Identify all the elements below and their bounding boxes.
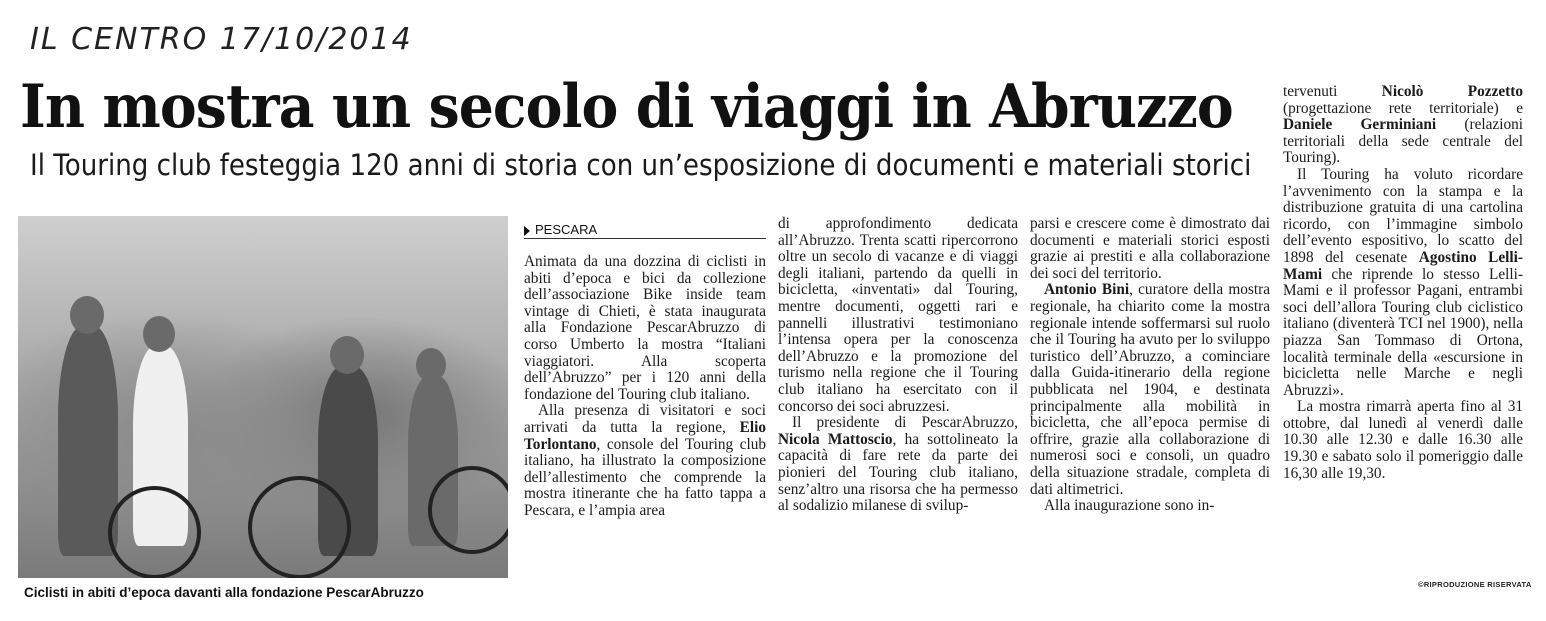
paragraph xyxy=(1030,282,1270,498)
dateline-text: PESCARA xyxy=(535,222,598,237)
dateline-rule xyxy=(524,238,766,239)
person-name: Antonio Bini xyxy=(1044,281,1130,299)
text: , console del Touring club italiano, ha illustrato la composizione dell’allestimento che comprende la mostra itinerante che ha fatto tappa a Pescara, e l’ampia area xyxy=(524,435,766,519)
paragraph xyxy=(778,415,1018,515)
photo-caption: Ciclisti in abiti d’epoca davanti alla fondazione PescarAbruzzo xyxy=(24,585,424,600)
person-name: Daniele Germiniani xyxy=(1283,116,1437,134)
paragraph: La mostra rimarrà aperta fino al 31 ottobre, dal lunedì al venerdì dalle 10.30 alle 12.30 e dalle 16.30 alle 19.30 e sabato solo il pomeriggio dalle 16,30 alle 19,30. xyxy=(1283,398,1523,482)
article-photo xyxy=(18,216,508,578)
article-column-2 xyxy=(778,216,1018,515)
article-column-1 xyxy=(524,254,766,520)
handwritten-source-note: IL CENTRO 17/10/2014 xyxy=(30,22,413,57)
text: Il presidente di PescarAbruzzo, xyxy=(792,414,1018,432)
text: (progettazione rete territoriale) e xyxy=(1283,99,1523,117)
paragraph xyxy=(1283,84,1523,167)
dateline xyxy=(524,222,597,237)
person-name: Nicola Mattoscio xyxy=(778,430,893,448)
person-name: Nicolò Pozzetto xyxy=(1381,83,1524,100)
text: che riprende lo stesso Lelli-Mami e il professor Pagani, entrambi soci dell’allora Touring club ciclistico italiano (diventerà TCI nel 1900), nella piazza San Tommaso di Ortona, località terminale della «escursione in bicicletta nelle Marche e negli Abruzzi». xyxy=(1283,265,1523,399)
article-headline: In mostra un secolo di viaggi in Abruzzo xyxy=(20,72,1233,142)
text: , ha sottolineato la capacità di fare rete da parte dei pionieri del Touring club italiano, senz’altro una risorsa che ha permesso al sodalizio milanese di svilup- xyxy=(778,430,1018,515)
article-subtitle: Il Touring club festeggia 120 anni di storia con un’esposizione di documenti e materiali storici xyxy=(30,148,1252,182)
text: Il Touring ha voluto ricordare l’avvenimento con la stampa e la distribuzione gratuita di una cartolina ricordo, con l’immagine simbolo dell’evento espositivo, lo scatto del 1898 del cesenate xyxy=(1283,165,1523,266)
text: Alla presenza di visitatori e soci arrivati da tutta la regione, xyxy=(524,402,766,436)
person-name: Elio Torlontano xyxy=(524,418,766,453)
paragraph: Animata da una dozzina di ciclisti in abiti d’epoca e bici da collezione dell’associazione Bike inside team vintage di Chieti, è stata inaugurata alla Fondazione PescarAbruzzo di corso Umberto la mostra “Italiani viaggiatori. Alla scoperta dell’Abruzzo” per i 120 anni della fondazione del Touring club italiano. xyxy=(524,253,766,403)
paragraph xyxy=(1283,167,1523,399)
person-name: Agostino Lelli-Mami xyxy=(1283,248,1523,283)
article-column-4 xyxy=(1283,84,1523,482)
triangle-bullet-icon xyxy=(524,226,530,236)
paragraph: di approfondimento dedicata all’Abruzzo. Trenta scatti ripercorrono oltre un secolo di vacanze e di viaggi degli italiani, partendo da quelli in bicicletta, «inventati» dal Touring, mentre documenti, oggetti rari e pannelli illustrativi testimoniano l’intensa opera per la conoscenza dell’Abruzzo e la promozione del turismo nella regione che il Touring club italiano ha esercitato con il concorso dei soci abruzzesi. xyxy=(778,215,1018,415)
text: , curatore della mostra regionale, ha chiarito come la mostra regionale intende soffermarsi sul ruolo che il Touring ha avuto per lo sviluppo turistico dell’Abruzzo, a cominciare dalla Guida-itinerario della regione pubblicata nel 1904, e destinata principalmente alla mobilità in bicicletta, che all’epoca permise di offrire, grazie alla collaborazione di numerosi soci e consoli, un quadro della situazione stradale, completa di dati altimetrici. xyxy=(1030,281,1270,498)
article-column-3 xyxy=(1030,216,1270,515)
copyright-credit: ©RIPRODUZIONE RISERVATA xyxy=(1418,580,1532,589)
text: (relazioni territoriali della sede centrale del Touring). xyxy=(1283,116,1523,167)
paragraph: Alla inaugurazione sono in- xyxy=(1044,497,1215,515)
paragraph: parsi e crescere come è dimostrato dai documenti e materiali storici esposti grazie ai prestiti e alla collaborazione dei soci del territorio. xyxy=(1030,215,1270,282)
paragraph xyxy=(524,403,766,519)
text: tervenuti xyxy=(1283,83,1338,100)
